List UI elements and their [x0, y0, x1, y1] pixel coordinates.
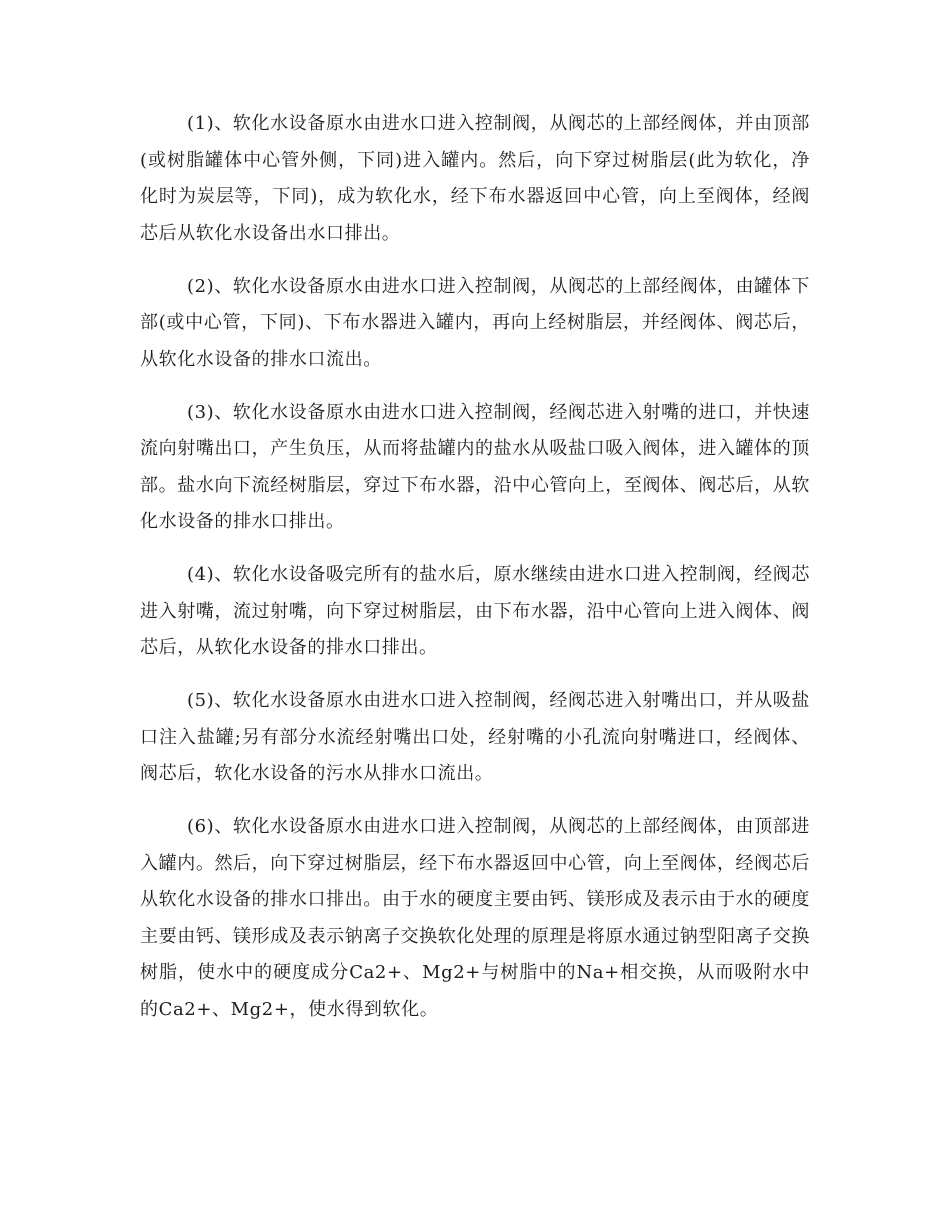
paragraph-step-2: (2)、软化水设备原水由进水口进入控制阀，从阀芯的上部经阀体，由罐体下部(或中心管，下同)、下布水器进入罐内，再向上经树脂层，并经阀体、阀芯后，从软化水设备的排水口流出。	[140, 275, 810, 370]
document-body	[140, 106, 810, 1045]
paragraph-step-3: (3)、软化水设备原水由进水口进入控制阀，经阀芯进入射嘴的进口，并快速流向射嘴出口，产生负压，从而将盐罐内的盐水从吸盐口吸入阀体，进入罐体的顶部。盐水向下流经树脂层，穿过下布水器，沿中心管向上，至阀体、阀芯后，从软化水设备的排水口排出。	[140, 401, 810, 532]
paragraph-step-5: (5)、软化水设备原水由进水口进入控制阀，经阀芯进入射嘴出口，并从吸盐口注入盐罐;另有部分水流经射嘴出口处，经射嘴的小孔流向射嘴进口，经阀体、阀芯后，软化水设备的污水从排水口流出。	[140, 690, 810, 784]
paragraph-step-4: (4)、软化水设备吸完所有的盐水后，原水继续由进水口进入控制阀，经阀芯进入射嘴，流过射嘴，向下穿过树脂层，由下布水器，沿中心管向上进入阀体、阀芯后，从软化水设备的排水口排出。	[140, 564, 810, 658]
paragraph-step-6: (6)、软化水设备原水由进水口进入控制阀，从阀芯的上部经阀体，由顶部进入罐内。然后，向下穿过树脂层，经下布水器返回中心管，向上至阀体，经阀芯后从软化水设备的排水口排出。由于水的硬度主要由钙、镁形成及表示由于水的硬度主要由钙、镁形成及表示钠离子交换软化处理的原理是将原水通过钠型阳离子交换树脂，使水中的硬度成分Ca2+、Mg2+与树脂中的Na+相交换，从而吸附水中的Ca2+、Mg2+，使水得到软化。	[140, 816, 810, 1020]
paragraph-step-1: (1)、软化水设备原水由进水口进入控制阀，从阀芯的上部经阀体，并由顶部(或树脂罐体中心管外侧，下同)进入罐内。然后，向下穿过树脂层(此为软化，净化时为炭层等，下同)，成为软化水，经下布水器返回中心管，向上至阀体，经阀芯后从软化水设备出水口排出。	[140, 113, 810, 244]
